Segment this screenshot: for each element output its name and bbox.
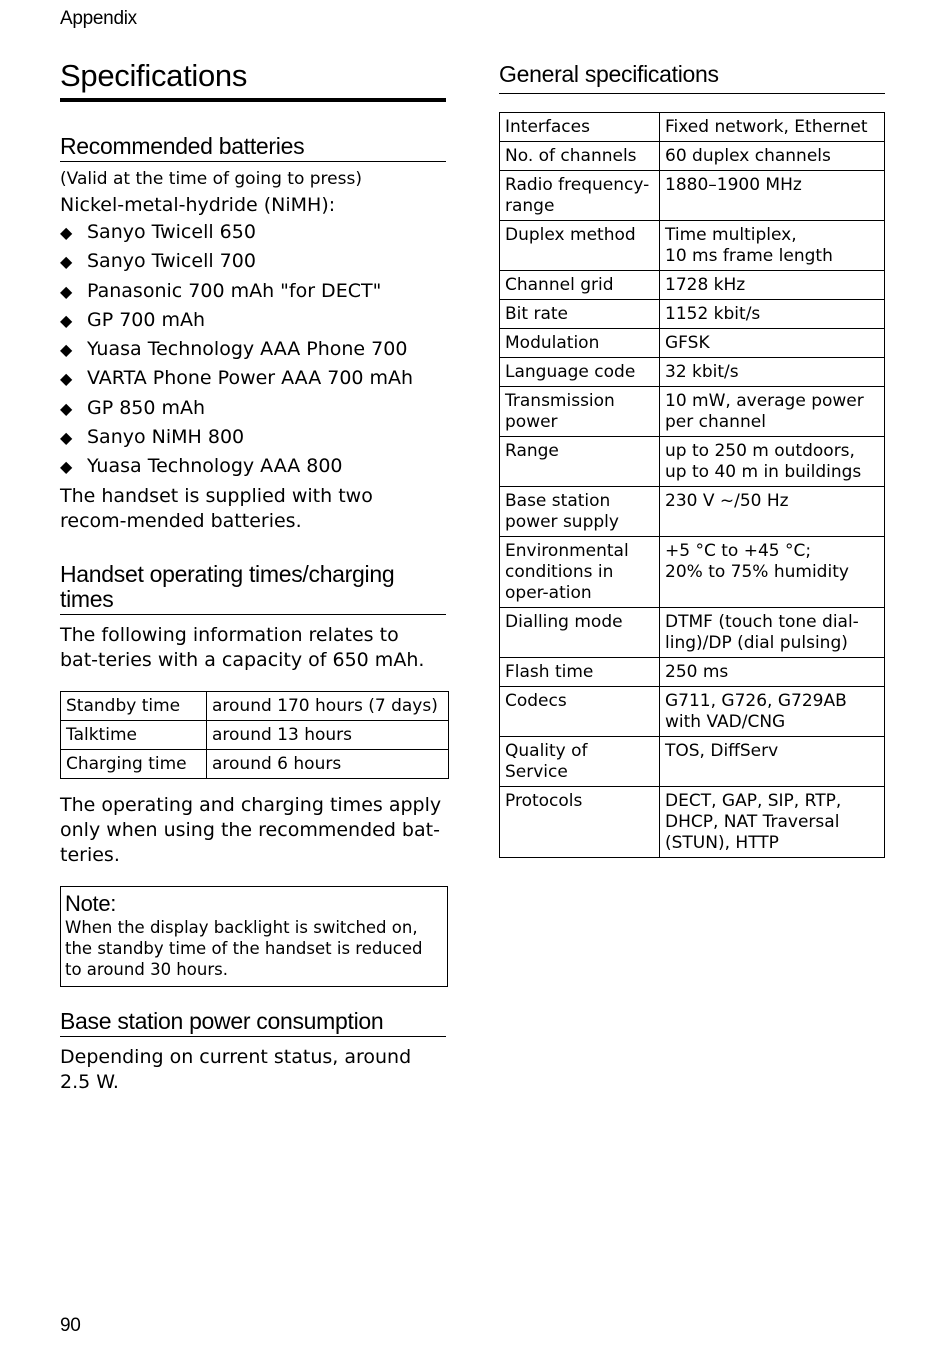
battery-type-line: Nickel-metal-hydride (NiMH):	[60, 194, 336, 216]
row-label: Base station power supply	[500, 487, 660, 537]
general-specifications-heading: General specifications	[499, 56, 885, 94]
battery-name: GP 700 mAh	[87, 308, 206, 331]
row-value: 32 kbit/s	[660, 358, 885, 387]
battery-list-item	[60, 247, 450, 276]
times-table-row	[61, 749, 449, 778]
battery-name: Sanyo Twicell 650	[87, 221, 256, 243]
row-value: DECT, GAP, SIP, RTP, DHCP, NAT Traversal (STUN), HTTP	[660, 787, 885, 858]
diamond-bullet-icon: ◆	[60, 223, 73, 242]
battery-list-item	[60, 394, 450, 423]
row-value: +5 °C to +45 °C; 20% to 75% humidity	[660, 537, 885, 608]
row-label: Bit rate	[500, 300, 660, 329]
diamond-bullet-icon: ◆	[60, 369, 73, 389]
battery-name: VARTA Phone Power AAA 700 mAh	[87, 367, 414, 390]
battery-list	[60, 218, 450, 482]
row-label: Duplex method	[500, 221, 660, 271]
row-value: 10 mW, average power per channel	[660, 387, 885, 437]
battery-list-item	[60, 364, 450, 393]
spec-table-row	[500, 171, 885, 221]
row-label: Transmission power	[500, 387, 660, 437]
page-number: 90	[60, 1315, 81, 1336]
row-label: Channel grid	[500, 271, 660, 300]
row-value: 60 duplex channels	[660, 142, 885, 171]
spec-table-row	[500, 658, 885, 687]
note-text: When the display backlight is switched on, the standby time of the handset is reduced to around 30 hours.	[65, 917, 423, 979]
spec-table-row	[500, 537, 885, 608]
row-value: up to 250 m outdoors, up to 40 m in buildings	[660, 437, 885, 487]
battery-list-item	[60, 452, 450, 481]
spec-table-row	[500, 737, 885, 787]
diamond-bullet-icon: ◆	[60, 281, 73, 301]
spec-table-row	[500, 608, 885, 658]
row-label: Modulation	[500, 329, 660, 358]
note-box	[60, 886, 448, 987]
row-value: GFSK	[660, 329, 885, 358]
battery-list-item	[60, 218, 450, 247]
battery-name: Panasonic 700 mAh "for DECT"	[87, 279, 382, 302]
row-value: 250 ms	[660, 658, 885, 687]
row-value: Time multiplex, 10 ms frame length	[660, 221, 885, 271]
spec-table-row	[500, 221, 885, 271]
diamond-bullet-icon: ◆	[60, 457, 73, 477]
row-label: Interfaces	[500, 113, 660, 142]
diamond-bullet-icon: ◆	[60, 310, 73, 330]
row-label: Quality of Service	[500, 737, 660, 787]
operating-times-after-text: The operating and charging times apply only when using the recommended bat-teries.	[60, 793, 442, 866]
spec-table-row	[500, 113, 885, 142]
diamond-bullet-icon: ◆	[60, 428, 73, 448]
row-value: 230 V ~/50 Hz	[660, 487, 885, 537]
spec-table-row	[500, 329, 885, 358]
diamond-bullet-icon: ◆	[60, 398, 73, 418]
spec-table-row	[500, 387, 885, 437]
right-column	[499, 56, 886, 858]
operating-times-table	[60, 691, 449, 779]
row-value: G711, G726, G729AB with VAD/CNG	[660, 687, 885, 737]
row-value: 1152 kbit/s	[660, 300, 885, 329]
spec-table-row	[500, 300, 885, 329]
spec-table-row	[500, 142, 885, 171]
operating-times-heading: Handset operating times/charging times	[60, 562, 446, 615]
row-label: Charging time	[61, 749, 207, 778]
row-value: TOS, DiffServ	[660, 737, 885, 787]
row-value: around 170 hours (7 days)	[207, 691, 449, 720]
row-label: No. of channels	[500, 142, 660, 171]
battery-list-item	[60, 423, 450, 452]
row-label: Protocols	[500, 787, 660, 858]
row-label: Radio frequency-range	[500, 171, 660, 221]
operating-times-intro: The following information relates to bat-teries with a capacity of 650 mAh.	[60, 623, 425, 671]
times-table-row	[61, 691, 449, 720]
row-value: Fixed network, Ethernet	[660, 113, 885, 142]
spec-table-row	[500, 271, 885, 300]
row-label: Codecs	[500, 687, 660, 737]
row-label: Flash time	[500, 658, 660, 687]
power-consumption-heading: Base station power consumption	[60, 1009, 446, 1037]
spec-table-row	[500, 787, 885, 858]
spec-table-row	[500, 487, 885, 537]
spec-table-row	[500, 687, 885, 737]
battery-name: Sanyo NiMH 800	[87, 426, 245, 449]
spec-table-row	[500, 437, 885, 487]
row-value: DTMF (touch tone dial-ling)/DP (dial pulsing)	[660, 608, 885, 658]
row-value: 1880–1900 MHz	[660, 171, 885, 221]
spec-table-row	[500, 358, 885, 387]
battery-list-item	[60, 277, 450, 306]
row-label: Language code	[500, 358, 660, 387]
page-title: Specifications	[60, 56, 446, 102]
header-section-label: Appendix	[60, 8, 137, 29]
power-consumption-text: Depending on current status, around 2.5 W.	[60, 1045, 412, 1093]
battery-supply-note: The handset is supplied with two recom-mended batteries.	[60, 484, 373, 532]
battery-name: Yuasa Technology AAA Phone 700	[87, 338, 408, 361]
row-value: around 6 hours	[207, 749, 449, 778]
row-label: Dialling mode	[500, 608, 660, 658]
diamond-bullet-icon: ◆	[60, 252, 73, 272]
row-label: Talktime	[61, 720, 207, 749]
diamond-bullet-icon: ◆	[60, 340, 73, 360]
recommended-batteries-heading: Recommended batteries	[60, 134, 446, 162]
left-column	[60, 56, 450, 1095]
note-title: Note:	[65, 890, 117, 916]
row-label: Range	[500, 437, 660, 487]
validity-note: (Valid at the time of going to press)	[60, 169, 362, 189]
general-specifications-table	[499, 112, 885, 858]
battery-name: Sanyo Twicell 700	[87, 250, 256, 273]
battery-list-item	[60, 335, 450, 364]
row-label: Standby time	[61, 691, 207, 720]
row-value: 1728 kHz	[660, 271, 885, 300]
battery-list-item	[60, 306, 450, 335]
row-value: around 13 hours	[207, 720, 449, 749]
times-table-row	[61, 720, 449, 749]
row-label: Environmental conditions in oper-ation	[500, 537, 660, 608]
battery-name: GP 850 mAh	[87, 396, 206, 419]
battery-name: Yuasa Technology AAA 800	[87, 455, 343, 478]
